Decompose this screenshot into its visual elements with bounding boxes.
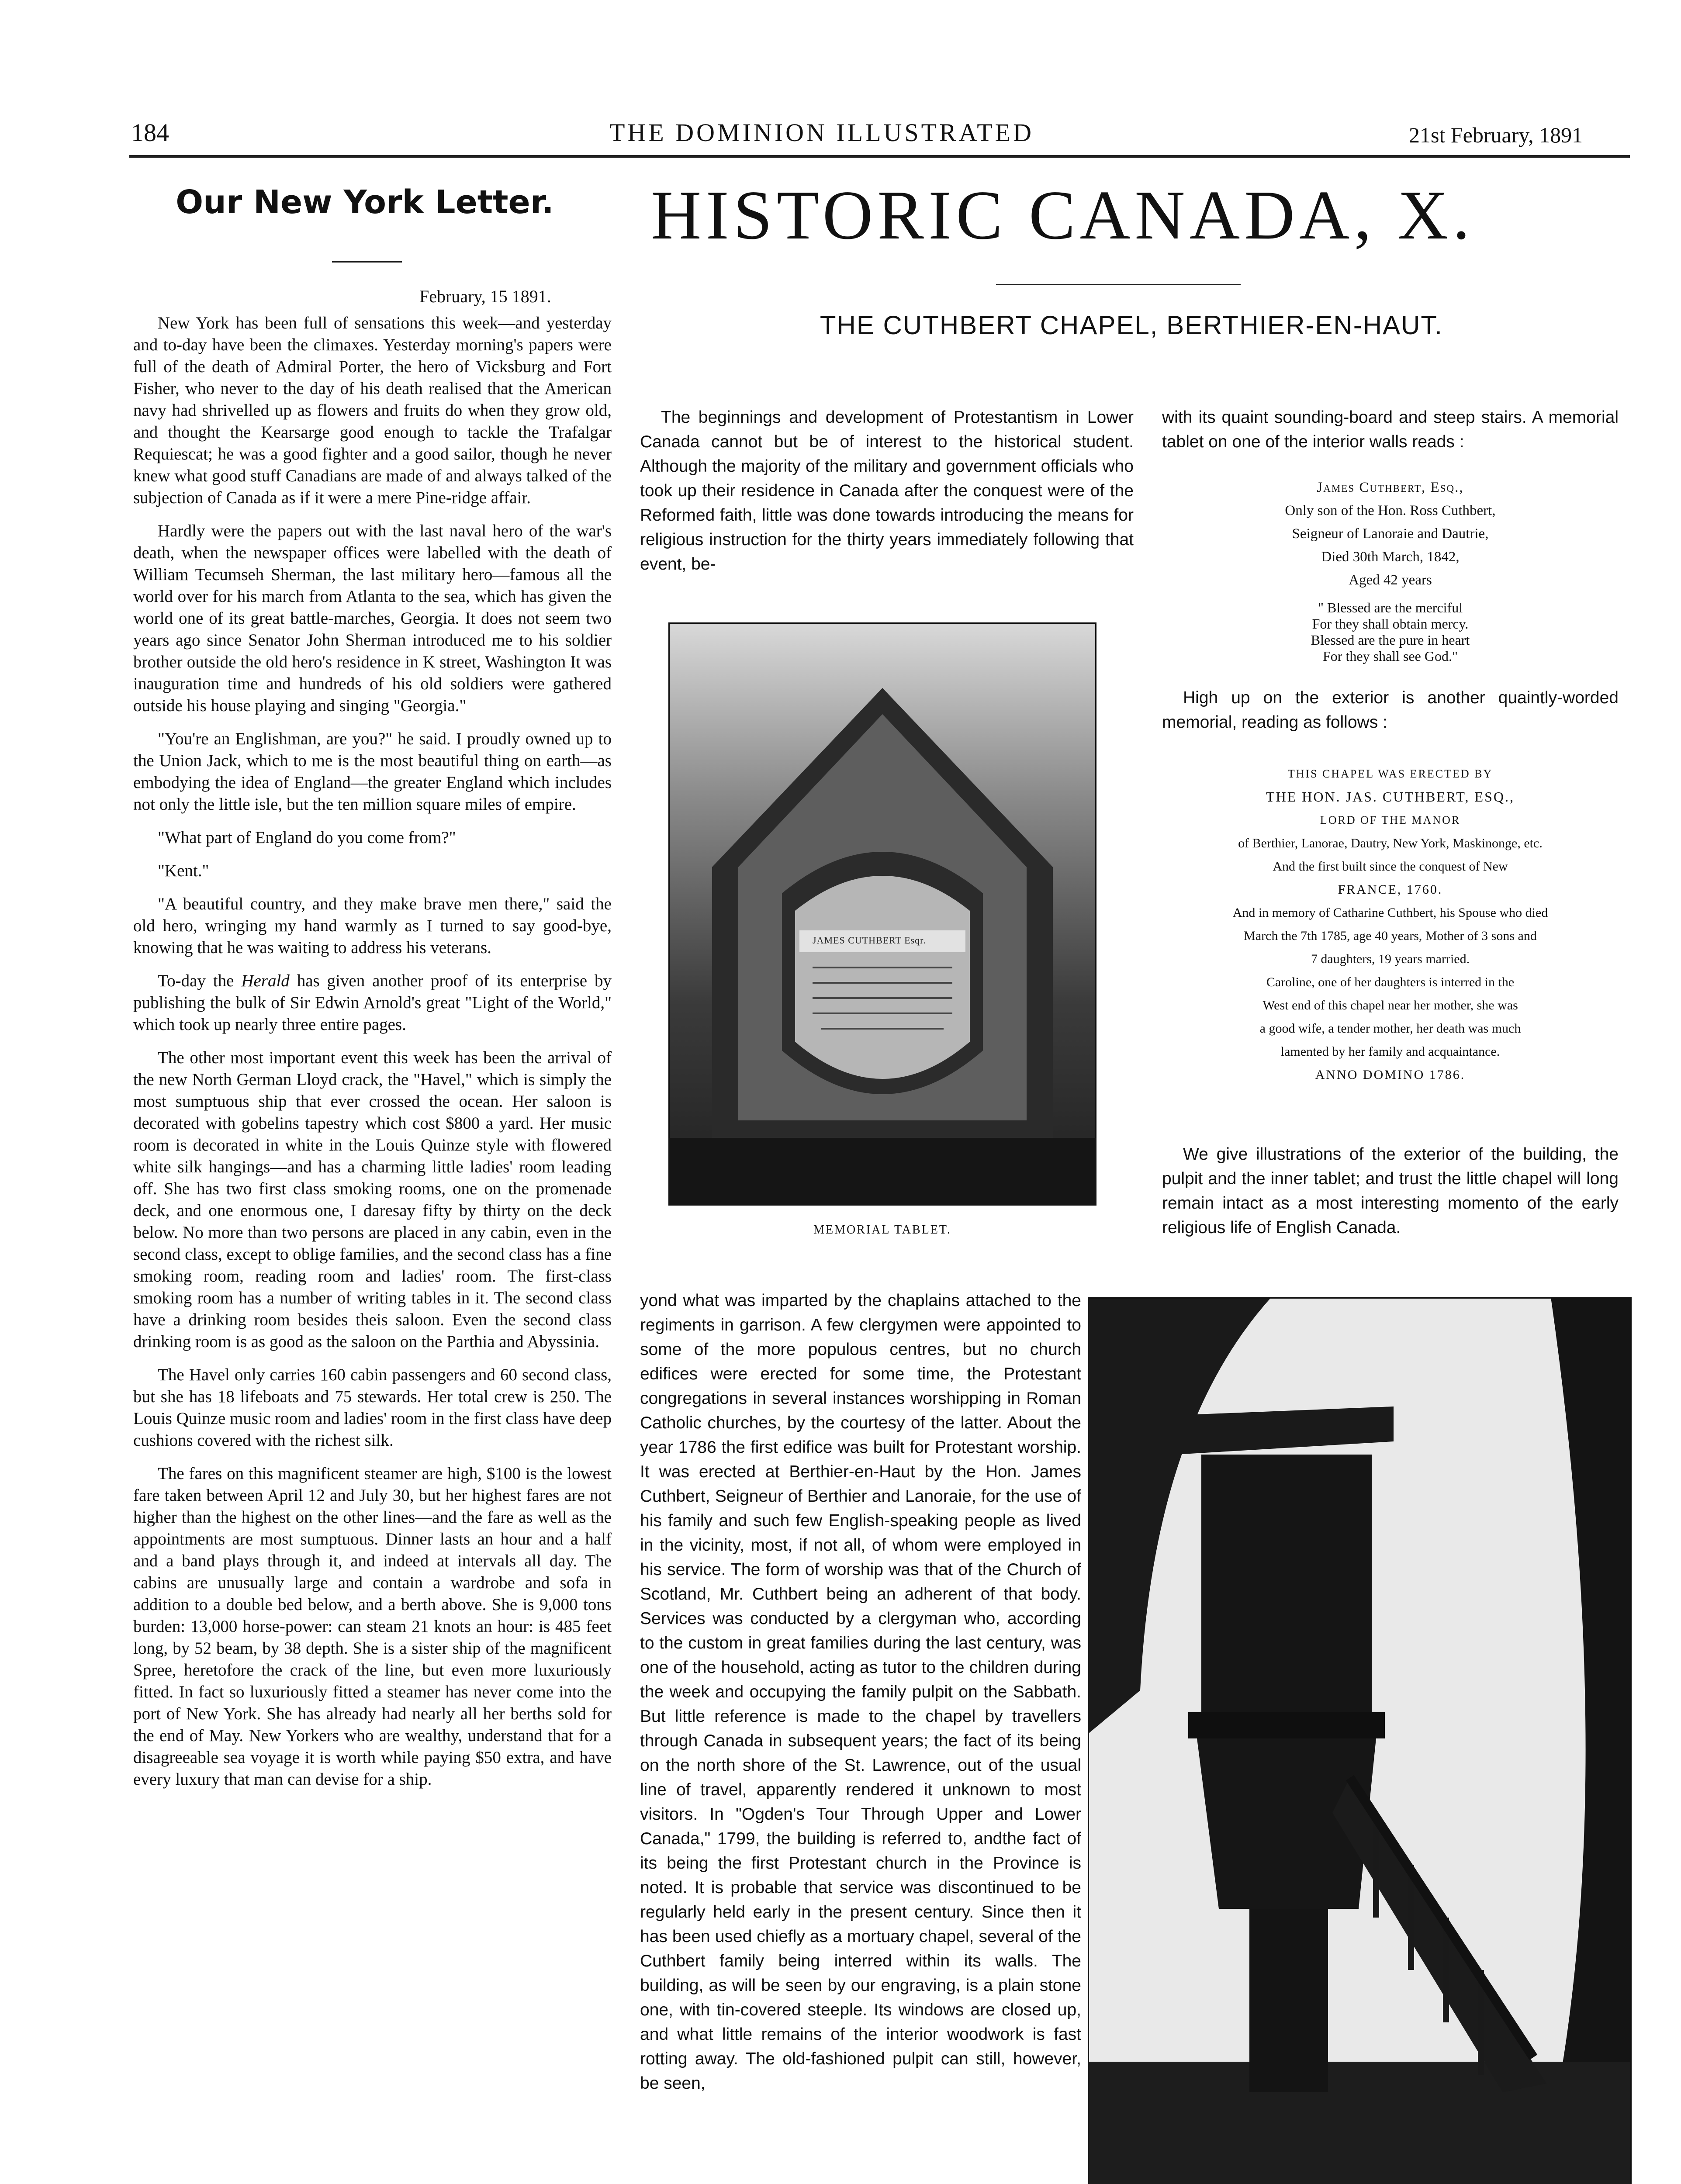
memorial-line: LORD OF THE MANOR <box>1320 814 1461 826</box>
title-divider <box>332 261 402 263</box>
letter-paragraph: "What part of England do you come from?" <box>158 828 456 847</box>
letter-paragraph: Hardly were the papers out with the last naval hero of the war's death, when the newspaper offices were labelled with the death of William Tecumseh Sherman, the last military hero—famous all the world over for his march from Atlanta to the sea, which has given the world one of its great battle-marches, Georgia. It does not seem two years ago since Senator John Sherman introduced me to his soldier brother outside the old hero's residence in K street, Washington It was inauguration time and hundreds of his old soldiers were gathered outside his house playing and singing "Georgia." <box>133 522 612 715</box>
closing-text <box>1162 1142 1619 1240</box>
exterior-memorial <box>1153 762 1627 1086</box>
publication-title: THE DOMINION ILLUSTRATED <box>609 118 1034 147</box>
inscription-line: Only son of the Hon. Ross Cuthbert, <box>1285 503 1496 518</box>
historic-continued <box>640 1289 1081 2096</box>
verse-line: Blessed are the pure in heart <box>1311 632 1470 648</box>
pulpit-illustration <box>1088 1297 1632 2184</box>
right-intro-paragraph: with its quaint sounding-board and steep stairs. A memorial tablet on one of the interior walls reads : <box>1162 408 1619 451</box>
memorial-line: 7 daughters, 19 years married. <box>1311 952 1470 966</box>
letter-paragraph: The fares on this magnificent steamer are high, $100 is the lowest fare taken between April 12 and July 30, but her highest fares are not higher than the highest on the other lines—and the fare as well as the appointments are most sumptuous. Dinner lasts an hour and a half and a band plays through it, and indeed at intervals all day. The cabins are unusually large and contain a wardrobe and sofa in addition to a double bed below, and a berth above. She is 9,000 tons burden: 13,000 horse-power: can steam 21 knots an hour: is 485 feet long, by 52 beam, by 38 depth. She is a sister ship of the magnificent Spree, heretofore the crack of the line, but even more luxuriously fitted. In fact so luxuriously fitted a steamer has never come into the port of New York. She has already had nearly all her berths sold for the end of May. New Yorkers who are wealthy, understand that for a disagreeable sea voyage it is worth while paying $50 extra, and have every luxury that man can devise for a ship. <box>133 1464 612 1789</box>
pulpit-photo <box>1088 1297 1632 2184</box>
letter-title: Our New York Letter. <box>176 183 554 221</box>
issue-date: 21st February, 1891 <box>1409 123 1583 147</box>
letter-dateline: February, 15 1891. <box>419 287 551 306</box>
tablet-inscription <box>1162 476 1619 664</box>
historic-subtitle: THE CUTHBERT CHAPEL, BERTHIER-EN-HAUT. <box>820 311 1443 340</box>
exterior-intro <box>1162 686 1619 735</box>
letter-body <box>133 312 612 1802</box>
verse-line: " Blessed are the merciful <box>1318 600 1463 615</box>
historic-intro <box>640 405 1134 577</box>
caption-memorial-tablet: MEMORIAL TABLET. <box>813 1223 951 1237</box>
memorial-line: lamented by her family and acquaintance. <box>1280 1044 1500 1059</box>
memorial-line: ANNO DOMINO 1786. <box>1315 1068 1466 1082</box>
tablet-plate-text: JAMES CUTHBERT Esqr. <box>813 935 926 946</box>
inscription-line: James Cuthbert, Esq., <box>1317 480 1464 495</box>
intro-paragraph: The beginnings and development of Protestantism in Lower Canada cannot but be of interest to the historical student. Although the majority of the military and government officials who took up their residence in Canada after the conquest were of the Reformed faith, little was done towards introducing the means for religious instruction for the thirty years immediately following that event, be- <box>640 408 1134 574</box>
historic-title: HISTORIC CANADA, X. <box>651 176 1474 254</box>
letter-paragraph: "You're an Englishman, are you?" he said. I proudly owned up to the Union Jack, which to me is the most beautiful thing on earth—as embodying the idea of England—the greater England which includes not only the little isle, but the ten million square miles of empire. <box>133 729 612 814</box>
memorial-tablet-illustration <box>668 622 1096 1206</box>
continued-paragraph: yond what was imparted by the chaplains attached to the regiments in garrison. A few clergymen were appointed to some of the more populous centres, but no church edifices were erected for some time, the Protestant congregations in several instances worshipping in Roman Catholic churches, by the courtesy of the latter. About the year 1786 the first edifice was built for Protestant worship. It was erected at Berthier-en-Haut by the Hon. James Cuthbert, Seigneur of Berthier and Lanoraie, for the use of his family and such few English-speaking people as lived in the vicinity, most, if not all, of whom were employed in his service. The form of worship was that of the Church of Scotland, Mr. Cuthbert being an adherent of that body. Services was conducted by a clergyman who, according to the custom in great families during the last century, was one of the household, acting as tutor to the children during the week and occupying the family pulpit on the Sabbath. But little reference is made to the chapel by travellers through Canada in subsequent years; the fact of its being on the north shore of the St. Lawrence, out of the usual line of travel, apparently rendered it unknown to most visitors. In "Ogden's Tour Through Upper and Lower Canada," 1799, the building is referred to, andthe fact of its being the first Protestant church in the Province is noted. It is probable that service was discontinued to be regularly held early in the present century. Since then it has been used chiefly as a mortuary chapel, several of the Cuthbert family being interred within its walls. The building, as will be seen by our engraving, is a plain stone one, with tin-covered steeple. Its windows are closed up, and what little remains of the interior woodwork is fast rotting away. The old-fashioned pulpit can still, however, be seen, <box>640 1291 1081 2093</box>
memorial-line: FRANCE, 1760. <box>1338 882 1443 897</box>
verse-line: For they shall obtain mercy. <box>1312 616 1469 632</box>
memorial-line: THIS CHAPEL WAS ERECTED BY <box>1287 767 1493 780</box>
letter-paragraph: The other most important event this week has been the arrival of the new North German Lloyd crack, the "Havel," which is simply the most sumptuous ship that ever crossed the ocean. Her saloon is decorated with gobelins tapestry which cost $800 a yard. Her music room is decorated in white in the Louis Quinze style with flowered white silk hangings—and has a charming little ladies' room leading off. She has two first class smoking rooms, one on the promenade deck, and one enormous one, I daresay fifty by thirty on the deck below. No more than two persons are placed in any cabin, even in the second class, except to oblige families, and the second class has a fine smoking room, reading room and ladies' room. The first-class smoking room has a number of writing tables in it. The second class have a drinking room besides theis saloon. Even the second class drinking room is as good as the saloon on the Parthia and Abyssinia. <box>133 1048 612 1351</box>
inscription-line: Seigneur of Lanoraie and Dautrie, <box>1292 526 1489 542</box>
letter-paragraph-herald: To-day the Herald has given another proof of its enterprise by publishing the bulk of Sir Edwin Arnold's great "Light of the World," which took up nearly three entire pages. <box>133 971 612 1034</box>
header-rule <box>129 155 1630 158</box>
memorial-line: Caroline, one of her daughters is interred in the <box>1266 975 1515 989</box>
memorial-line: And the first built since the conquest of New <box>1273 859 1508 874</box>
memorial-line: THE HON. JAS. CUTHBERT, ESQ., <box>1266 789 1515 805</box>
verse-line: For they shall see God." <box>1322 648 1458 664</box>
letter-paragraph: "Kent." <box>158 861 209 880</box>
historic-divider <box>996 284 1241 285</box>
right-intro <box>1162 405 1619 454</box>
memorial-line: a good wife, a tender mother, her death was much <box>1259 1021 1521 1036</box>
page-number: 184 <box>131 118 169 147</box>
inscription-line: Died 30th March, 1842, <box>1321 549 1460 565</box>
memorial-line: And in memory of Catharine Cuthbert, his Spouse who died <box>1232 905 1548 920</box>
memorial-line: West end of this chapel near her mother, she was <box>1262 998 1518 1013</box>
letter-paragraph: New York has been full of sensations this week—and yesterday and to-day have been the climaxes. Yesterday morning's papers were full of the death of Admiral Porter, the hero of Vicksburg and Fort Fisher, who never to the day of his death realised that the American navy had shrivelled up as flowers and fruits do when they grow old, and thought the Kearsarge good enough to tackle the Trafalgar Requiescat; he was a good fighter and a good sailor, though he never knew what good stuff Canadians are made of and always talked of the subjection of Canada as if it were a mere Pine-ridge affair. <box>133 314 612 507</box>
memorial-line: of Berthier, Lanorae, Dautry, New York, Maskinonge, etc. <box>1238 836 1543 850</box>
letter-paragraph: "A beautiful country, and they make brave men there," said the old hero, wringing my hand warmly as I turned to say good-bye, knowing that he was waiting to address his veterans. <box>133 895 612 957</box>
exterior-intro-paragraph: High up on the exterior is another quaintly-worded memorial, reading as follows : <box>1162 688 1619 732</box>
letter-paragraph: The Havel only carries 160 cabin passengers and 60 second class, but she has 18 lifeboats and 75 stewards. Her total crew is 250. The Louis Quinze music room and ladies' room in the first class have deep cushions covered with the richest silk. <box>133 1365 612 1450</box>
inscription-line: Aged 42 years <box>1349 572 1432 588</box>
memorial-line: March the 7th 1785, age 40 years, Mother of 3 sons and <box>1244 929 1537 943</box>
closing-paragraph: We give illustrations of the exterior of the building, the pulpit and the inner tablet; and trust the little chapel will long remain intact as a most interesting momento of the early religious life of English Canada. <box>1162 1145 1619 1237</box>
memorial-tablet-photo <box>668 622 1096 1206</box>
